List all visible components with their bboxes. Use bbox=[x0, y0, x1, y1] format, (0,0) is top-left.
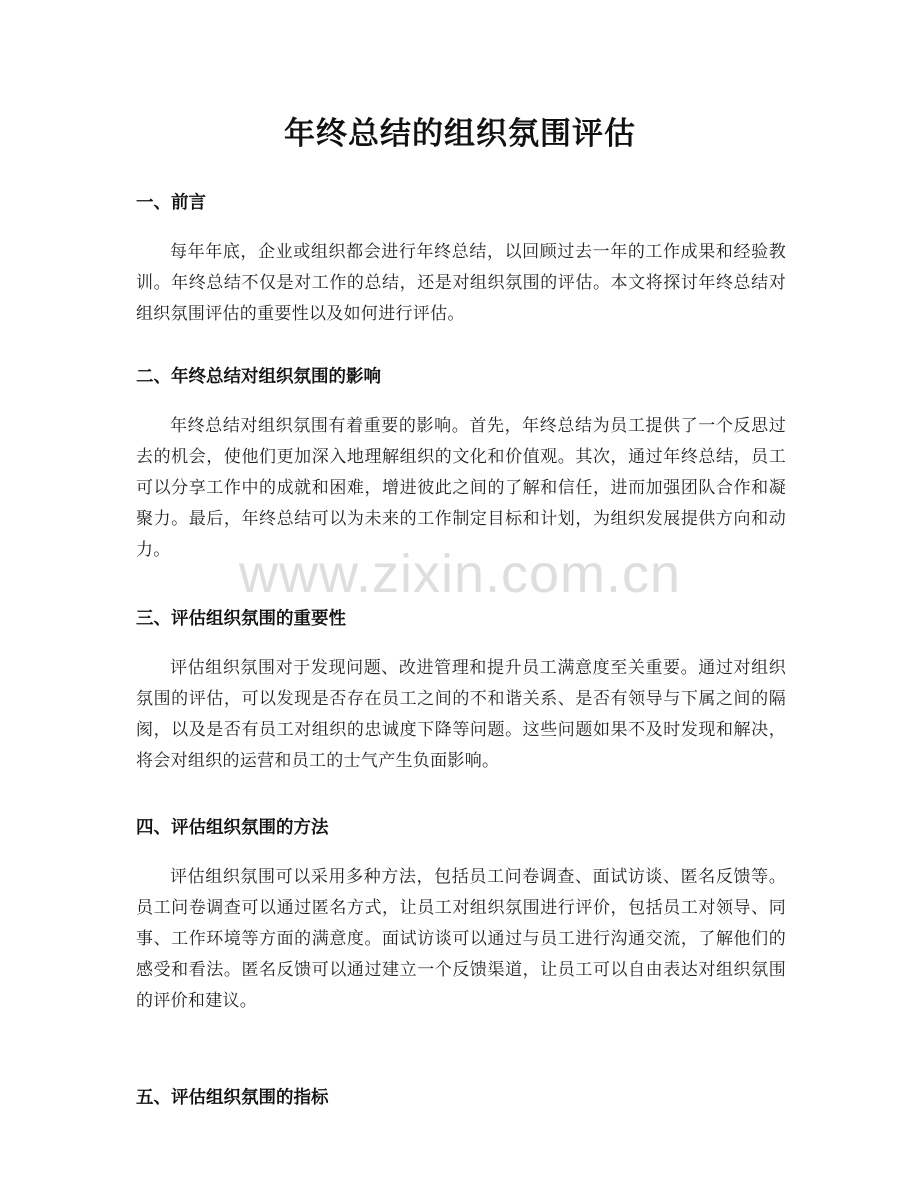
section-heading: 二、年终总结对组织氛围的影响 bbox=[136, 367, 381, 387]
section-heading: 五、评估组织氛围的指标 bbox=[136, 1088, 329, 1108]
section-heading: 一、前言 bbox=[136, 193, 206, 213]
section-importance bbox=[136, 607, 786, 777]
watermark: www.zixin.com.cn bbox=[238, 544, 682, 604]
section-paragraph: 每年年底，企业或组织都会进行年终总结，以回顾过去一年的工作成果和经验教训。年终总结不仅是对工作的总结，还是对组织氛围的评估。本文将探讨年终总结对组织氛围评估的重要性以及如何进行评估。 bbox=[136, 242, 786, 324]
section-heading: 四、评估组织氛围的方法 bbox=[136, 818, 329, 838]
section-impact bbox=[136, 365, 786, 566]
section-paragraph: 年终总结对组织氛围有着重要的影响。首先，年终总结为员工提供了一个反思过去的机会，使他们更加深入地理解组织的文化和价值观。其次，通过年终总结，员工可以分享工作中的成就和困难，增进彼此之间的了解和信任，进而加强团队合作和凝聚力。最后，年终总结可以为未来的工作制定目标和计划，为组织发展提供方向和动力。 bbox=[136, 416, 786, 560]
section-paragraph: 评估组织氛围对于发现问题、改进管理和提升员工满意度至关重要。通过对组织氛围的评估，可以发现是否存在员工之间的不和谐关系、是否有领导与下属之间的隔阂，以及是否有员工对组织的忠诚度下降等问题。这些问题如果不及时发现和解决，将会对组织的运营和员工的士气产生负面影响。 bbox=[136, 658, 786, 771]
section-methods bbox=[136, 816, 786, 1017]
section-heading: 三、评估组织氛围的重要性 bbox=[136, 609, 346, 629]
section-paragraph: 评估组织氛围可以采用多种方法，包括员工问卷调查、面试访谈、匿名反馈等。员工问卷调查可以通过匿名方式，让员工对组织氛围进行评价，包括员工对领导、同事、工作环境等方面的满意度。面试访谈可以通过与员工进行沟通交流，了解他们的感受和看法。匿名反馈可以通过建立一个反馈渠道，让员工可以自由表达对组织氛围的评价和建议。 bbox=[136, 867, 786, 1011]
section-preface bbox=[136, 191, 786, 330]
section-indicators bbox=[136, 1086, 786, 1110]
page-title: 年终总结的组织氛围评估 bbox=[284, 116, 636, 152]
